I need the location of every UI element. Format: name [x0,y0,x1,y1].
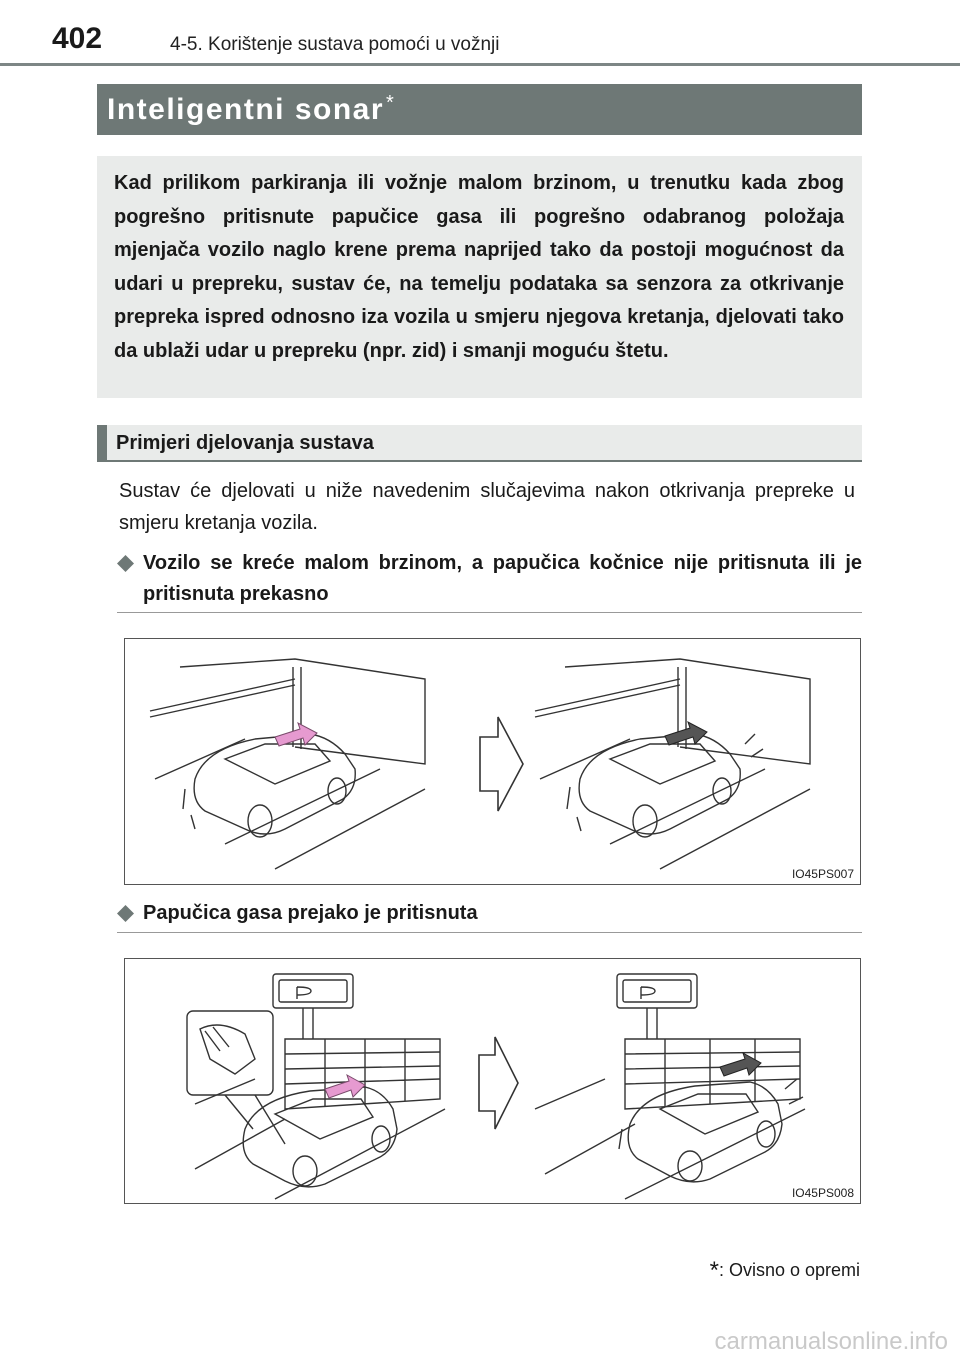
case-heading-1 [117,548,862,610]
wall-left [180,659,425,764]
low-speed-illustration [125,639,862,886]
figure-id: IO45PS008 [791,1186,854,1200]
footnote-asterisk: * [709,1257,719,1284]
case-rule-1 [117,612,862,613]
header-rule [0,63,960,66]
watermark: carmanualsonline.info [714,1328,948,1355]
page-title-text: Inteligentni sonar [107,93,385,126]
title-asterisk: * [386,92,396,114]
page-number: 402 [52,22,103,55]
parking-sign-left [273,974,353,1008]
car-left-2 [243,1087,397,1187]
section-body: Sustav će djelovati u niže navedenim slučajevima nakon otkrivanja prepreke u smjeru kretanja vozila. [119,480,855,534]
footnote [710,1257,860,1285]
running-head: 4-5. Korištenje sustava pomoći u vožnji [170,34,500,55]
pedal-inset [187,1011,273,1095]
brick-wall-left [285,1039,440,1109]
figure-low-speed [124,638,861,885]
diamond-bullet-icon [117,555,134,572]
parking-sign-right [617,974,697,1008]
pink-arrow-icon [325,1075,365,1098]
wall-right [565,659,810,764]
intro-box: Kad prilikom parkiranja ili vožnje malom brzinom, u trenutku kada zbog pogrešno pritisnute papučice gasa ili pogrešno odabranog položaja mjenjača vozilo naglo krene prema naprijed tako da postoji mogućnost da udari u prepreku, sustav će, na temelju podataka sa senzora za otkrivanje prepreka ispred odnosno iza vozila u smjeru njegova kretanja, djelovati tako da ublaži udar u prepreku (npr. zid) i smanji moguću štetu. [97,156,862,398]
figure-pedal-pressed [124,958,861,1204]
transition-arrow-icon [479,1037,518,1129]
transition-arrow-icon [480,717,523,811]
case-heading-2-text: Papučica gasa prejako je pritisnuta [143,902,478,924]
case-heading-2 [117,898,862,929]
footnote-text: : Ovisno o opremi [718,1259,860,1280]
diamond-bullet-icon [117,905,134,922]
section-heading: Primjeri djelovanja sustava [97,425,862,462]
case-heading-1-text: Vozilo se kreće malom brzinom, a papučica kočnice nije pritisnuta ili je pritisnuta prekasno [143,552,862,605]
page-title [97,84,862,135]
pink-arrow-icon [275,723,317,746]
figure-id: IO45PS007 [791,867,854,881]
pedal-illustration [125,959,862,1205]
case-rule-2 [117,932,862,933]
